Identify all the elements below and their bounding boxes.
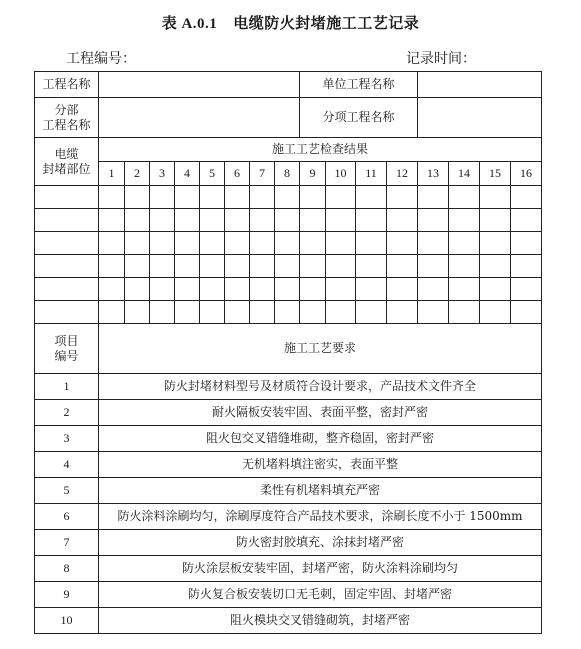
table-number: 表 A.0.1 [161,16,218,32]
check-result-cell[interactable] [511,186,542,209]
check-result-cell[interactable] [175,186,200,209]
check-result-cell[interactable] [250,301,275,324]
requirement-text: 耐火隔板安装牢固、表面平整，密封严密 [99,400,542,426]
requirement-row [35,608,542,634]
check-result-cell[interactable] [175,209,200,232]
requirement-row [35,452,542,478]
requirement-text: 防火复合板安装切口无毛刺，固定牢固、封堵严密 [99,582,542,608]
check-result-cell[interactable] [511,255,542,278]
check-result-cell[interactable] [511,232,542,255]
item-number-heading [35,324,99,374]
check-result-cell[interactable] [326,186,356,209]
check-result-cell[interactable] [250,255,275,278]
check-result-cell[interactable] [150,301,175,324]
sealing-location-cell[interactable] [35,278,99,301]
check-result-cell[interactable] [300,278,326,301]
requirement-text: 防火涂层板安装牢固，封堵严密，防火涂料涂刷均匀 [99,556,542,582]
check-result-cell[interactable] [418,301,449,324]
sub-project-name-label [35,98,99,138]
check-result-cell[interactable] [275,232,300,255]
check-result-cell[interactable] [200,209,225,232]
check-result-cell[interactable] [200,186,225,209]
check-result-cell[interactable] [449,301,480,324]
requirement-text: 无机堵料填注密实，表面平整 [99,452,542,478]
check-column-number: 16 [511,162,542,186]
check-result-cell[interactable] [326,232,356,255]
check-result-cell[interactable] [387,232,418,255]
project-number-label: 工程编号： [66,51,136,67]
check-column-number: 10 [326,162,356,186]
check-result-cell[interactable] [356,209,387,232]
check-column-number: 12 [387,162,418,186]
check-result-cell[interactable] [356,301,387,324]
check-column-number: 3 [150,162,175,186]
check-result-cell[interactable] [387,278,418,301]
sealing-location-cell[interactable] [35,209,99,232]
check-result-cell[interactable] [511,209,542,232]
check-result-cell[interactable] [418,209,449,232]
check-result-cell[interactable] [125,301,150,324]
check-result-cell[interactable] [200,278,225,301]
check-result-cell[interactable] [175,301,200,324]
inspection-row [35,301,542,324]
check-result-cell[interactable] [511,301,542,324]
check-column-number: 15 [480,162,511,186]
check-result-cell[interactable] [125,255,150,278]
check-result-cell[interactable] [480,186,511,209]
check-result-cell[interactable] [449,186,480,209]
sealing-location-line2: 封堵部位 [42,161,91,176]
check-result-cell[interactable] [480,278,511,301]
check-result-cell[interactable] [225,255,250,278]
sealing-location-cell[interactable] [35,255,99,278]
requirement-row [35,556,542,582]
requirement-number: 4 [35,452,99,478]
check-column-number: 8 [275,162,300,186]
check-column-number: 9 [300,162,326,186]
check-result-cell[interactable] [326,255,356,278]
inspection-row [35,209,542,232]
check-result-cell[interactable] [418,232,449,255]
check-result-cell[interactable] [150,186,175,209]
check-result-cell[interactable] [300,209,326,232]
check-result-cell[interactable] [326,301,356,324]
requirement-text: 阻火模块交叉错缝砌筑，封堵严密 [99,608,542,634]
check-result-cell[interactable] [300,232,326,255]
check-result-cell[interactable] [480,255,511,278]
requirement-row [35,478,542,504]
sub-project-label-line1: 分部 [54,102,79,117]
check-result-cell[interactable] [225,232,250,255]
check-result-cell[interactable] [200,255,225,278]
check-column-number: 7 [250,162,275,186]
check-result-cell[interactable] [225,186,250,209]
check-result-cell[interactable] [200,232,225,255]
requirement-text: 防火密封胶填充、涂抹封堵严密 [99,530,542,556]
check-result-cell[interactable] [356,232,387,255]
requirement-row [35,400,542,426]
record-form-table [34,71,542,634]
check-column-number: 5 [200,162,225,186]
check-result-cell[interactable] [225,278,250,301]
check-result-cell[interactable] [99,232,125,255]
check-result-cell[interactable] [250,186,275,209]
check-result-cell[interactable] [387,301,418,324]
item-project-name-label: 分项工程名称 [300,98,418,138]
check-result-cell[interactable] [326,209,356,232]
inspection-row [35,186,542,209]
check-result-cell[interactable] [480,301,511,324]
check-result-cell[interactable] [99,209,125,232]
check-result-cell[interactable] [200,301,225,324]
check-result-cell[interactable] [326,278,356,301]
check-result-cell[interactable] [356,255,387,278]
check-result-cell[interactable] [480,209,511,232]
check-result-cell[interactable] [275,209,300,232]
check-column-number: 4 [175,162,200,186]
check-result-cell[interactable] [275,278,300,301]
check-result-cell[interactable] [99,278,125,301]
check-result-cell[interactable] [356,186,387,209]
check-column-number: 1 [99,162,125,186]
requirement-row [35,582,542,608]
check-result-cell[interactable] [150,255,175,278]
check-result-cell[interactable] [418,255,449,278]
sub-project-label-line2: 工程名称 [42,117,91,132]
sealing-location-label [35,138,99,186]
check-result-cell[interactable] [250,278,275,301]
sub-project-name-value[interactable] [99,98,300,138]
requirement-number: 6 [35,504,99,530]
record-time-label: 记录时间： [406,51,476,67]
check-result-cell[interactable] [99,186,125,209]
check-result-cell[interactable] [175,278,200,301]
check-result-cell[interactable] [449,232,480,255]
check-result-cell[interactable] [99,301,125,324]
check-result-cell[interactable] [125,209,150,232]
check-result-cell[interactable] [387,209,418,232]
project-name-label: 工程名称 [35,72,99,98]
check-result-cell[interactable] [225,209,250,232]
check-result-cell[interactable] [250,232,275,255]
unit-project-name-label: 单位工程名称 [300,72,418,98]
sealing-location-line1: 电缆 [54,146,79,161]
project-name-value[interactable] [99,72,300,98]
requirement-row [35,426,542,452]
check-result-cell[interactable] [449,278,480,301]
check-result-cell[interactable] [125,186,150,209]
requirement-number: 9 [35,582,99,608]
item-number-line2: 编号 [54,348,79,363]
check-result-cell[interactable] [250,209,275,232]
check-result-cell[interactable] [511,278,542,301]
inspection-row [35,278,542,301]
check-result-cell[interactable] [150,278,175,301]
check-result-cell[interactable] [418,278,449,301]
check-column-number: 2 [125,162,150,186]
check-result-cell[interactable] [480,232,511,255]
check-column-number: 13 [418,162,449,186]
requirement-number: 7 [35,530,99,556]
check-result-cell[interactable] [99,255,125,278]
check-result-cell[interactable] [125,232,150,255]
check-result-heading: 施工工艺检查结果 [99,138,542,162]
item-project-name-value[interactable] [418,98,542,138]
check-result-cell[interactable] [150,232,175,255]
requirement-text: 防火封堵材料型号及材质符合设计要求，产品技术文件齐全 [99,374,542,400]
check-result-cell[interactable] [387,255,418,278]
check-result-cell[interactable] [275,255,300,278]
requirement-row [35,530,542,556]
check-result-cell[interactable] [150,209,175,232]
check-result-cell[interactable] [125,278,150,301]
inspection-row [35,232,542,255]
check-result-cell[interactable] [418,186,449,209]
requirement-text: 柔性有机堵料填充严密 [99,478,542,504]
unit-project-name-value[interactable] [418,72,542,98]
check-result-cell[interactable] [300,301,326,324]
requirement-number: 5 [35,478,99,504]
requirement-text: 防火涂料涂刷均匀，涂刷厚度符合产品技术要求，涂刷长度不小于 1500mm [99,504,542,530]
sealing-location-cell[interactable] [35,186,99,209]
requirements-heading: 施工工艺要求 [99,324,542,374]
check-result-cell[interactable] [175,255,200,278]
requirement-number: 8 [35,556,99,582]
sealing-location-cell[interactable] [35,232,99,255]
check-column-number: 14 [449,162,480,186]
check-result-cell[interactable] [449,209,480,232]
check-result-cell[interactable] [356,278,387,301]
check-result-cell[interactable] [175,232,200,255]
requirement-number: 1 [35,374,99,400]
sealing-location-cell[interactable] [35,301,99,324]
check-column-number: 6 [225,162,250,186]
check-result-cell[interactable] [449,255,480,278]
requirement-number: 3 [35,426,99,452]
requirement-text: 阻火包交叉错缝堆砌，整齐稳固，密封严密 [99,426,542,452]
check-column-number: 11 [356,162,387,186]
requirement-row [35,504,542,530]
check-result-cell[interactable] [387,186,418,209]
item-number-line1: 项目 [54,333,79,348]
requirement-row [35,374,542,400]
requirement-number: 2 [35,400,99,426]
check-result-cell[interactable] [300,255,326,278]
title-text: 电缆防火封堵施工工艺记录 [233,14,420,32]
check-result-cell[interactable] [275,301,300,324]
inspection-row [35,255,542,278]
check-result-cell[interactable] [275,186,300,209]
requirement-number: 10 [35,608,99,634]
check-result-cell[interactable] [300,186,326,209]
check-result-cell[interactable] [225,301,250,324]
document-title [0,12,581,33]
